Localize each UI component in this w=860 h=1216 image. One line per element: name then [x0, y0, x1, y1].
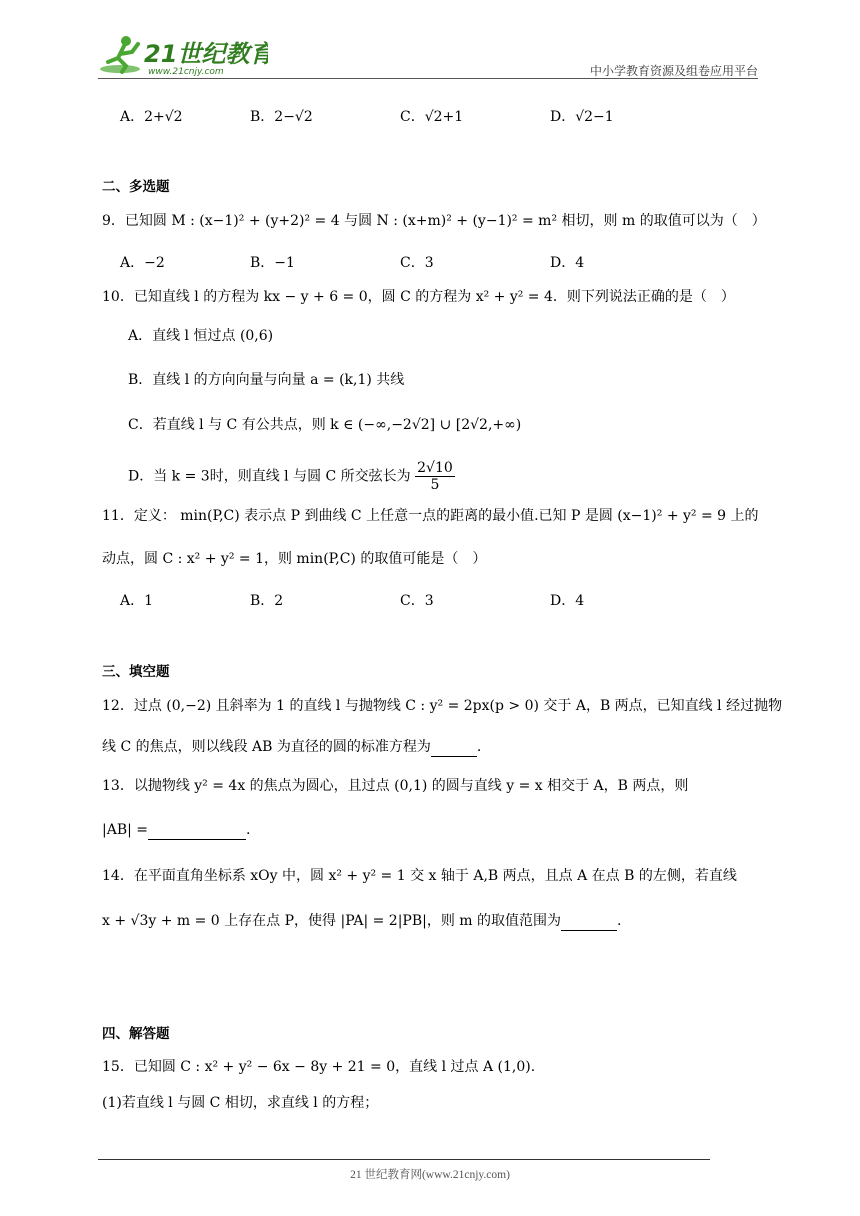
page-footer: 21 世纪教育网(www.21cnjy.com)	[350, 1169, 510, 1181]
q13-line2	[102, 820, 250, 840]
q12-line1: 12．过点 (0,−2) 且斜率为 1 的直线 l 与抛物线 C : y² = 2px(p > 0) 交于 A，B 两点，已知直线 l 经过抛物	[102, 698, 783, 714]
logo-url: www.21cnjy.com	[148, 67, 224, 77]
q14-end: .	[617, 913, 622, 929]
q8-option-a: A．2+√2	[120, 109, 183, 125]
fraction-numerator: 2√10	[417, 460, 453, 476]
page-header	[98, 32, 758, 78]
logo-text: 21世纪教育	[144, 40, 268, 68]
q12-line2	[102, 737, 481, 757]
section-title-fill-in: 三、填空题	[102, 664, 170, 680]
q11-option-b: B．2	[250, 593, 284, 609]
footer-divider	[98, 1159, 710, 1160]
site-logo[interactable]	[98, 32, 268, 78]
q11-stem-line1: 11．定义： min(P,C) 表示点 P 到曲线 C 上任意一点的距离的最小值.已知 P 是圆 (x−1)² + y² = 9 上的	[102, 508, 759, 524]
q10-option-d	[128, 460, 455, 493]
q9-option-a: A．−2	[120, 255, 165, 271]
q10-stem: 10．已知直线 l 的方程为 kx − y + 6 = 0，圆 C 的方程为 x² + y² = 4．则下列说法正确的是（ ）	[102, 289, 735, 305]
answer-blank[interactable]	[561, 916, 617, 931]
q15-stem: 15．已知圆 C : x² + y² − 6x − 8y + 21 = 0，直线 l 过点 A (1,0).	[102, 1059, 536, 1075]
q12-line2-text: 线 C 的焦点，则以线段 AB 为直径的圆的标准方程为	[102, 739, 431, 755]
section-title-multiple-choice: 二、多选题	[102, 179, 170, 195]
q9-option-d: D．4	[550, 255, 585, 271]
q13-end: .	[246, 822, 251, 838]
runner-logo-icon	[98, 32, 268, 78]
answer-blank[interactable]	[431, 742, 477, 757]
q11-stem-line2: 动点，圆 C : x² + y² = 1，则 min(P,C) 的取值可能是（ ）	[102, 551, 487, 567]
section-title-solutions: 四、解答题	[102, 1026, 170, 1042]
q10-option-b: B．直线 l 的方向向量与向量 a = (k,1) 共线	[128, 372, 405, 388]
q8-option-d: D．√2−1	[550, 109, 614, 125]
q9-option-c: C．3	[400, 255, 434, 271]
q13-line2-text: |AB| =	[102, 822, 149, 838]
q10-option-d-text: D．当 k = 3时，则直线 l 与圆 C 所交弦长为	[128, 468, 411, 485]
q14-line2	[102, 911, 621, 931]
q10-option-c: C．若直线 l 与 C 有公共点，则 k ∈ (−∞,−2√2] ∪ [2√2,+∞)	[128, 417, 522, 433]
q8-option-c: C．√2+1	[400, 109, 464, 125]
q11-option-c: C．3	[400, 593, 434, 609]
q10-option-a: A．直线 l 恒过点 (0,6)	[128, 328, 274, 344]
fraction	[415, 460, 455, 493]
q13-line1: 13．以抛物线 y² = 4x 的焦点为圆心，且过点 (0,1) 的圆与直线 y = x 相交于 A，B 两点，则	[102, 778, 689, 794]
q11-option-d: D．4	[550, 593, 585, 609]
q11-option-a: A．1	[120, 593, 154, 609]
q9-stem: 9．已知圆 M : (x−1)² + (y+2)² = 4 与圆 N : (x+m)² + (y−1)² = m² 相切，则 m 的取值可以为（ ）	[102, 213, 766, 229]
q15-part1: (1)若直线 l 与圆 C 相切，求直线 l 的方程；	[102, 1095, 379, 1111]
answer-blank[interactable]	[148, 825, 246, 840]
q14-line1: 14．在平面直角坐标系 xOy 中，圆 x² + y² = 1 交 x 轴于 A,B 两点，且点 A 在点 B 的左侧，若直线	[102, 868, 737, 884]
header-divider	[98, 78, 758, 79]
platform-name: 中小学教育资源及组卷应用平台	[589, 64, 758, 78]
q14-line2-text: x + √3y + m = 0 上存在点 P，使得 |PA| = 2|PB|，则 m 的取值范围为	[102, 913, 562, 929]
q9-option-b: B．−1	[250, 255, 295, 271]
q12-end: .	[476, 739, 482, 755]
q8-option-b: B．2−√2	[250, 109, 313, 125]
fraction-denominator: 5	[430, 477, 440, 493]
